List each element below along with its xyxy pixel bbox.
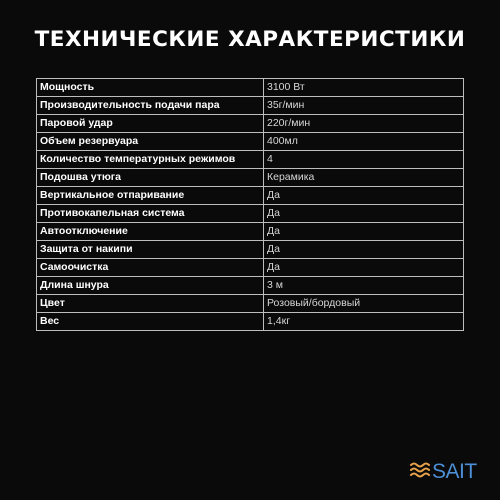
page-title: ТЕХНИЧЕСКИЕ ХАРАКТЕРИСТИКИ: [34, 27, 466, 52]
spec-value: Да: [264, 205, 464, 223]
table-row: [37, 133, 464, 151]
spec-value: 4: [264, 151, 464, 169]
table-row: [37, 151, 464, 169]
spec-label: Вес: [37, 313, 264, 331]
brand-logo: [410, 461, 484, 483]
spec-value: Да: [264, 223, 464, 241]
spec-label: Самоочистка: [37, 259, 264, 277]
steam-waves-icon: [410, 461, 430, 484]
spec-label: Автоотключение: [37, 223, 264, 241]
table-row: [37, 79, 464, 97]
spec-value: 400мл: [264, 133, 464, 151]
table-row: [37, 187, 464, 205]
spec-label: Объем резервуара: [37, 133, 264, 151]
spec-value: 3100 Вт: [264, 79, 464, 97]
spec-label: Подошва утюга: [37, 169, 264, 187]
table-row: [37, 295, 464, 313]
spec-label: Производительность подачи пара: [37, 97, 264, 115]
table-row: [37, 241, 464, 259]
spec-label: Цвет: [37, 295, 264, 313]
spec-label: Количество температурных режимов: [37, 151, 264, 169]
table-row: [37, 97, 464, 115]
spec-value: Да: [264, 259, 464, 277]
table-row: [37, 277, 464, 295]
spec-label: Противокапельная система: [37, 205, 264, 223]
spec-value: 220г/мин: [264, 115, 464, 133]
table-row: [37, 115, 464, 133]
table-row: [37, 205, 464, 223]
spec-value: 1,4кг: [264, 313, 464, 331]
spec-label: Длина шнура: [37, 277, 264, 295]
table-row: [37, 169, 464, 187]
spec-value: Да: [264, 241, 464, 259]
spec-value: Керамика: [264, 169, 464, 187]
spec-label: Вертикальное отпаривание: [37, 187, 264, 205]
table-row: [37, 259, 464, 277]
spec-label: Защита от накипи: [37, 241, 264, 259]
spec-value: Да: [264, 187, 464, 205]
table-row: [37, 313, 464, 331]
specs-table: [36, 78, 464, 331]
brand-name: SAIT: [432, 460, 477, 483]
spec-value: 35г/мин: [264, 97, 464, 115]
spec-label: Мощность: [37, 79, 264, 97]
spec-value: 3 м: [264, 277, 464, 295]
table-row: [37, 223, 464, 241]
spec-label: Паровой удар: [37, 115, 264, 133]
spec-value: Розовый/бордовый: [264, 295, 464, 313]
